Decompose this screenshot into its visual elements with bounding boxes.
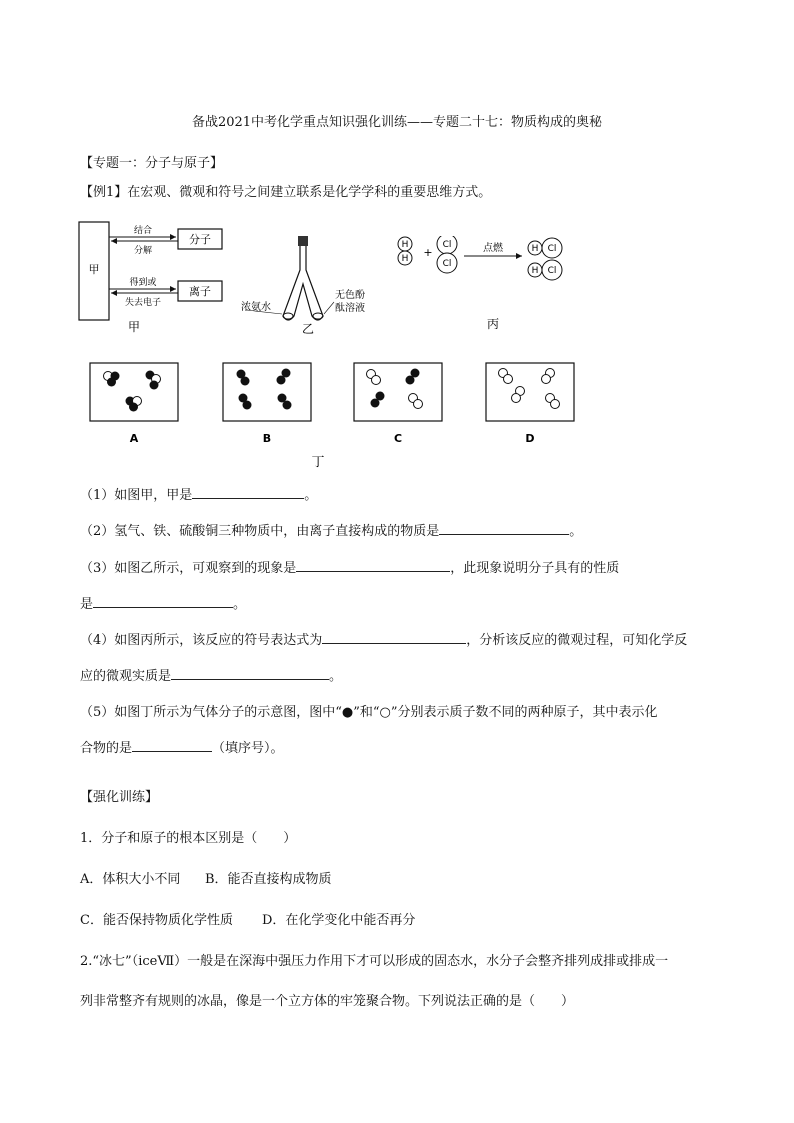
training-1-option-b[interactable]: B．能否直接构成物质 (205, 872, 332, 887)
question-2: （2）氢气、铁、硫酸铜三种物质中，由离子直接构成的物质是 。 (80, 524, 583, 539)
yi-stopper (298, 236, 308, 246)
y-shaped-tube (283, 246, 323, 320)
question-1: （1）如图甲，甲是 。 (80, 488, 318, 503)
ding-box-b (223, 363, 311, 421)
jia-arrow2-top: 得到或 (129, 278, 157, 288)
jia-main-label: 甲 (88, 263, 100, 276)
svg-text:H: H (401, 240, 409, 250)
ding-label-d: D (525, 432, 535, 445)
training-1-option-a[interactable]: A．体积大小不同 (80, 872, 181, 887)
bing-plus: + (423, 246, 433, 259)
ding-box-a (90, 363, 178, 421)
training-question-2-line1: 2.“冰七”（iceⅦ）一般是在深海中强压力作用下才可以形成的固态水，水分子会整齐排列成排或排成一 (80, 954, 669, 969)
question-3-line1: （3）如图乙所示，可观察到的现象是 ，此现象说明分子具有的性质 (80, 561, 620, 576)
yi-label-ammonia: 浓氨水 (241, 302, 271, 313)
answer-blank-4a[interactable] (322, 631, 466, 644)
jia-arrow1-top: 结合 (133, 226, 153, 236)
hcl-molecule-2 (528, 260, 562, 280)
ding-caption: 丁 (311, 455, 325, 470)
question-4-line1: （4）如图丙所示，该反应的符号表达式为 ，分析该反应的微观过程，可知化学反 (80, 633, 688, 648)
svg-text:H: H (531, 266, 539, 276)
answer-blank-5[interactable] (132, 739, 212, 752)
yi-caption: 乙 (301, 322, 315, 336)
yi-label-phenol-2: 酞溶液 (335, 303, 365, 314)
ding-d-molecules (499, 369, 560, 409)
figure-yi (238, 232, 378, 336)
yi-label-phenol-1: 无色酚 (335, 290, 365, 301)
ding-label-b: B (262, 432, 272, 445)
training-1-option-d[interactable]: D．在化学变化中能否再分 (262, 913, 416, 928)
jia-arrow1-bottom: 分解 (133, 246, 153, 256)
section-heading-molecules: 【专题一：分子与原子】 (80, 156, 224, 171)
jia-caption: 甲 (127, 320, 141, 334)
ding-label-c: C (393, 432, 403, 445)
cl2-molecule (437, 236, 457, 273)
page-title: 备战2021中考化学重点知识强化训练——专题二十七：物质构成的奥秘 (191, 115, 603, 130)
training-question-2-line2: 列非常整齐有规则的冰晶，像是一个立方体的牢笼聚合物。下列说法正确的是（ ） (80, 994, 575, 1009)
figure-jia (78, 215, 238, 335)
answer-blank-4b[interactable] (171, 667, 329, 680)
ding-label-a: A (129, 432, 139, 445)
hcl-molecule-1 (528, 238, 562, 258)
ding-a-molecules (104, 371, 161, 412)
bing-caption: 丙 (486, 317, 500, 331)
ding-b-molecules (237, 369, 292, 410)
figure-ding (88, 358, 588, 470)
question-5-line1: （5）如图丁所示为气体分子的示意图，图中“●”和“○”分别表示质子数不同的两种原子，其中表示化 (80, 705, 658, 720)
svg-text:Cl: Cl (547, 266, 557, 276)
ding-c-molecules (367, 369, 423, 409)
svg-text:Cl: Cl (442, 259, 452, 269)
answer-blank-3a[interactable] (296, 559, 450, 572)
answer-blank-3b[interactable] (93, 595, 233, 608)
jia-arrow2-bottom: 失去电子 (124, 298, 162, 308)
answer-blank-1[interactable] (192, 486, 304, 499)
training-question-1: 1．分子和原子的根本区别是（ ） (80, 831, 297, 846)
question-4-line2: 应的微观实质是 。 (80, 669, 343, 684)
h2-molecule (398, 237, 412, 265)
figure-bing (392, 236, 574, 332)
section-heading-training: 【强化训练】 (80, 790, 159, 805)
svg-text:H: H (401, 254, 409, 264)
question-5-line2: 合物的是 （填序号）。 (80, 741, 284, 756)
question-3-line2: 是 。 (80, 597, 247, 612)
training-1-option-c[interactable]: C．能否保持物质化学性质 (80, 913, 233, 928)
jia-molecule-label: 分子 (189, 233, 211, 246)
jia-ion-label: 离子 (189, 285, 211, 298)
answer-blank-2[interactable] (439, 522, 569, 535)
example-1-intro: 【例1】在宏观、微观和符号之间建立联系是化学学科的重要思维方式。 (80, 185, 492, 200)
svg-text:H: H (531, 244, 539, 254)
bing-condition: 点燃 (483, 243, 503, 254)
svg-text:Cl: Cl (547, 244, 557, 254)
svg-text:Cl: Cl (442, 240, 452, 250)
